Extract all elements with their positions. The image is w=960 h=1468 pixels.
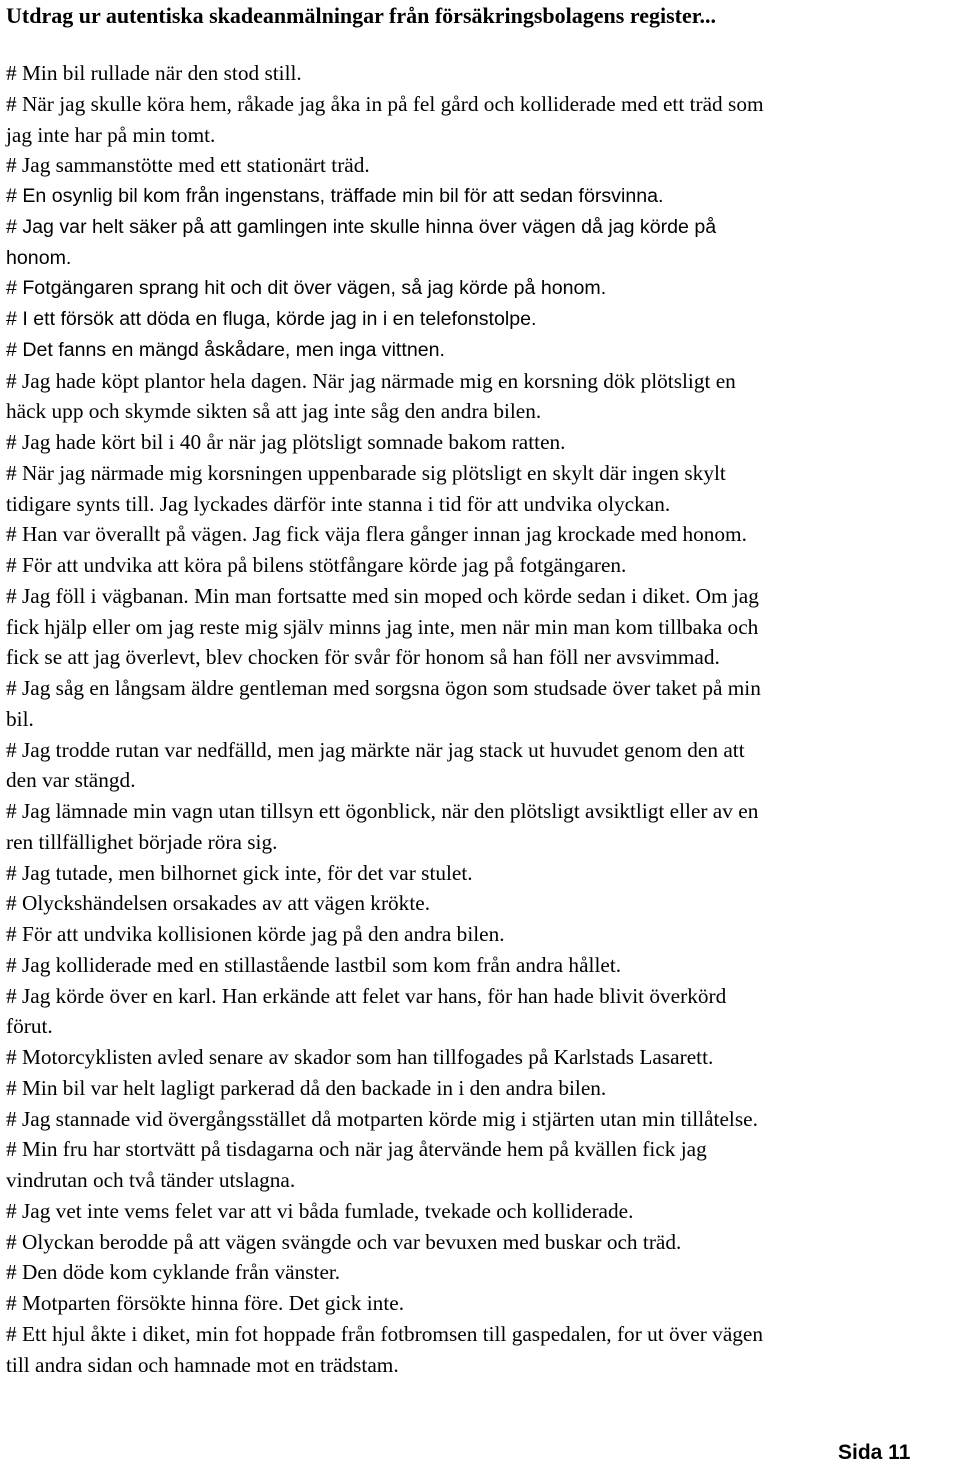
claim-line: # Jag lämnade min vagn utan tillsyn ett ögonblick, när den plötsligt avsiktligt eller av en: [6, 799, 759, 823]
claim-line: # Olyckshändelsen orsakades av att vägen krökte.: [6, 891, 431, 916]
claim-line: # Motparten försökte hinna före. Det gick inte.: [6, 1291, 405, 1315]
claim-line: # Jag tutade, men bilhornet gick inte, för det var stulet.: [6, 860, 473, 885]
claim-line: # Jag hade kört bil i 40 år när jag plötsligt somnade bakom ratten.: [6, 430, 566, 454]
claim-line: den var stängd.: [6, 768, 136, 793]
claim-line: bil.: [6, 706, 34, 731]
claim-line: # Jag körde över en karl. Han erkände att felet var hans, för han hade blivit överkörd: [6, 983, 727, 1008]
claim-line: # Det fanns en mängd åskådare, men inga vittnen.: [6, 338, 445, 361]
claim-line: # När jag närmade mig korsningen uppenbarade sig plötsligt en skylt där ingen skylt: [6, 460, 726, 485]
claim-line: # Jag hade köpt plantor hela dagen. När jag närmade mig en korsning dök plötsligt en: [6, 368, 736, 393]
claim-line: # Jag såg en långsam äldre gentleman med sorgsna ögon som studsade över taket på min: [6, 676, 761, 700]
claim-line: till andra sidan och hamnade mot en trädstam.: [6, 1352, 399, 1377]
claim-line: # Jag kolliderade med en stillastående lastbil som kom från andra hållet.: [6, 952, 622, 977]
claim-line: fick se att jag överlevt, blev chocken för svår för honom så han föll ner avsvimmad.: [6, 645, 720, 670]
page-number: Sida 11: [838, 1441, 911, 1464]
claim-line: # När jag skulle köra hem, råkade jag åka in på fel gård och kolliderade med ett träd som: [6, 91, 764, 116]
claim-line: # Jag trodde rutan var nedfälld, men jag märkte när jag stack ut huvudet genom den att: [6, 737, 745, 762]
claim-line: # Han var överallt på vägen. Jag fick väja flera gånger innan jag krockade med honom.: [6, 522, 747, 547]
claim-line: # Jag sammanstötte med ett stationärt träd.: [6, 153, 370, 178]
claim-line: jag inte har på min tomt.: [6, 122, 216, 147]
claim-line: # För att undvika att köra på bilens stötfångare körde jag på fotgängaren.: [6, 553, 627, 577]
claim-line: ren tillfällighet började röra sig.: [6, 829, 278, 854]
claim-line: vindrutan och två tänder utslagna.: [6, 1168, 296, 1192]
claim-line: # Jag var helt säker på att gamlingen inte skulle hinna över vägen då jag körde på: [6, 215, 717, 238]
claim-line: # Min bil rullade när den stod still.: [6, 61, 302, 85]
claim-line: tidigare synts till. Jag lyckades därför inte stanna i tid för att undvika olyckan.: [6, 491, 671, 516]
claim-line: # För att undvika kollisionen körde jag på den andra bilen.: [6, 922, 505, 946]
claim-line: # En osynlig bil kom från ingenstans, träffade min bil för att sedan försvinna.: [6, 185, 664, 207]
claim-line: # Jag vet inte vems felet var att vi båda fumlade, tvekade och kolliderade.: [6, 1198, 634, 1223]
claims-list: [6, 58, 958, 1380]
claim-line: # Ett hjul åkte i diket, min fot hoppade från fotbromsen till gaspedalen, for ut över vägen: [6, 1321, 764, 1346]
claim-line: # Min fru har stortvätt på tisdagarna och när jag återvände hem på kvällen fick jag: [6, 1137, 707, 1162]
claim-line: förut.: [6, 1014, 53, 1039]
claim-line: fick hjälp eller om jag reste mig själv minns jag inte, men när min man kom tillbaka och: [6, 614, 759, 639]
claim-line: honom.: [6, 246, 72, 269]
claim-line: # Fotgängaren sprang hit och dit över vägen, så jag körde på honom.: [6, 277, 607, 300]
claim-line: # Jag föll i vägbanan. Min man fortsatte med sin moped och körde sedan i diket. Om jag: [6, 583, 759, 608]
claim-line: häck upp och skymde sikten så att jag inte såg den andra bilen.: [6, 399, 542, 424]
claim-line: # I ett försök att döda en fluga, körde jag in i en telefonstolpe.: [6, 308, 537, 330]
claim-line: # Jag stannade vid övergångsstället då motparten körde mig i stjärten utan min tillåtelse.: [6, 1106, 758, 1131]
claim-line: # Den döde kom cyklande från vänster.: [6, 1260, 341, 1285]
document-title: Utdrag ur autentiska skadeanmälningar från försäkringsbolagens register...: [6, 3, 716, 28]
claim-line: # Min bil var helt lagligt parkerad då den backade in i den andra bilen.: [6, 1075, 607, 1100]
claim-line: # Olyckan berodde på att vägen svängde och var bevuxen med buskar och träd.: [6, 1229, 682, 1254]
claim-line: # Motorcyklisten avled senare av skador som han tillfogades på Karlstads Lasarett.: [6, 1045, 714, 1069]
